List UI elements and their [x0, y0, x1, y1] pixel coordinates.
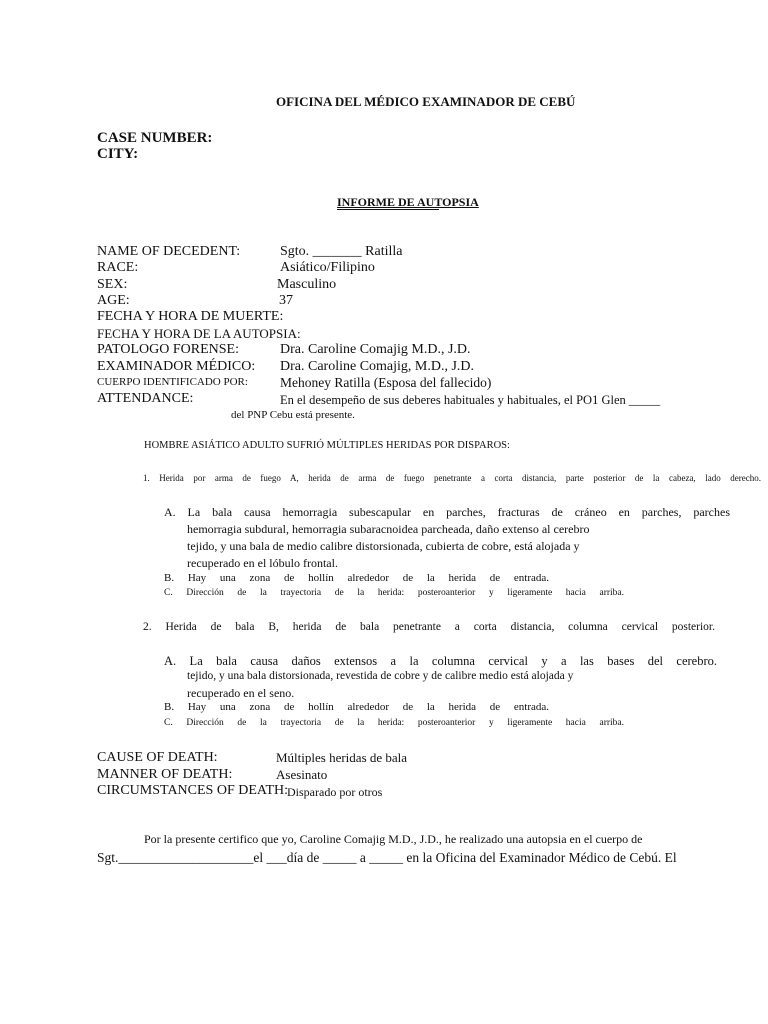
- autopsy-time-label: FECHA Y HORA DE LA AUTOPSIA:: [97, 326, 301, 341]
- wound1-a-line3: tejido, y una bala de medio calibre distorsionada, cubierta de cobre, está alojada y: [187, 539, 580, 553]
- wound2-a-line2: tejido, y una bala distorsionada, revestida de cobre y de calibre medio está alojada y: [187, 670, 574, 682]
- manner-label: MANNER OF DEATH:: [97, 767, 233, 782]
- findings-heading: HOMBRE ASIÁTICO ADULTO SUFRIÓ MÚLTIPLES HERIDAS POR DISPAROS:: [144, 440, 510, 451]
- examiner-label: EXAMINADOR MÉDICO:: [97, 359, 256, 374]
- wound2-a-line3: recuperado en el seno.: [187, 686, 295, 700]
- wound1-a-line1: A. La bala causa hemorragia subescapular en parches, fracturas de cráneo en parches, parches: [164, 505, 730, 519]
- wound1-c-line: C. Dirección de la trayectoria de la herida: posteroanterior y ligeramente hacia arriba.: [164, 588, 624, 598]
- title-underline: [337, 209, 439, 210]
- age-label: AGE:: [97, 293, 130, 308]
- circumstances-value: Disparado por otros: [287, 785, 383, 799]
- report-title: INFORME DE AUTOPSIA: [337, 195, 479, 209]
- identified-label: CUERPO IDENTIFICADO POR:: [97, 376, 248, 388]
- sex-label: SEX:: [97, 277, 128, 292]
- attendance-line1: En el desempeño de sus deberes habituales y habituales, el PO1 Glen _____: [280, 393, 661, 407]
- wound2-a-line1: A. La bala causa daños extensos a la columna cervical y a las bases del cerebro.: [164, 654, 717, 668]
- wound2-b-line: B. Hay una zona de hollín alrededor de la herida de entrada.: [164, 701, 549, 713]
- wound1-a-line4: recuperado en el lóbulo frontal.: [187, 556, 338, 570]
- identified-value: Mehoney Ratilla (Esposa del fallecido): [280, 375, 492, 390]
- name-value: Sgto. _______ Ratilla: [280, 244, 403, 259]
- certification-line2: Sgt.____________________el ___día de _____ a _____ en la Oficina del Examinador Médico de Cebú. El: [97, 850, 677, 865]
- manner-value: Asesinato: [276, 767, 328, 782]
- cause-value: Múltiples heridas de bala: [276, 750, 408, 765]
- race-value: Asiático/Filipino: [280, 260, 375, 275]
- name-label: NAME OF DECEDENT:: [97, 244, 241, 259]
- age-value: 37: [279, 293, 293, 308]
- case-number-label: CASE NUMBER:: [97, 130, 213, 146]
- pathologist-value: Dra. Caroline Comajig M.D., J.D.: [280, 342, 471, 357]
- race-label: RACE:: [97, 260, 139, 275]
- wound2-line: 2. Herida de bala B, herida de bala penetrante a corta distancia, columna cervical posterior.: [143, 621, 715, 633]
- wound1-b-line: B. Hay una zona de hollín alrededor de la herida de entrada.: [164, 572, 549, 584]
- office-title: OFICINA DEL MÉDICO EXAMINADOR DE CEBÚ: [276, 94, 576, 109]
- sex-value: Masculino: [277, 277, 337, 292]
- circumstances-label: CIRCUMSTANCES OF DEATH:: [97, 783, 289, 798]
- death-time-label: FECHA Y HORA DE MUERTE:: [97, 309, 284, 324]
- city-label: CITY:: [97, 146, 139, 162]
- examiner-value: Dra. Caroline Comajig, M.D., J.D.: [280, 359, 475, 374]
- wound1-a-line2: hemorragia subdural, hemorragia subaracnoidea parcheada, daño extenso al cerebro: [187, 522, 590, 536]
- certification-line1: Por la presente certifico que yo, Caroline Comajig M.D., J.D., he realizado una autopsia en el cuerpo de: [144, 832, 643, 846]
- attendance-label: ATTENDANCE:: [97, 391, 194, 406]
- wound2-c-line: C. Dirección de la trayectoria de la herida: posteroanterior y ligeramente hacia arriba.: [164, 718, 624, 728]
- pathologist-label: PATOLOGO FORENSE:: [97, 342, 239, 357]
- cause-label: CAUSE OF DEATH:: [97, 750, 218, 765]
- wound1-line: 1. Herida por arma de fuego A, herida de arma de fuego penetrante a corta distancia, parte posterior de la cabeza, lado derecho.: [143, 473, 761, 483]
- attendance-line2: del PNP Cebu está presente.: [231, 409, 355, 421]
